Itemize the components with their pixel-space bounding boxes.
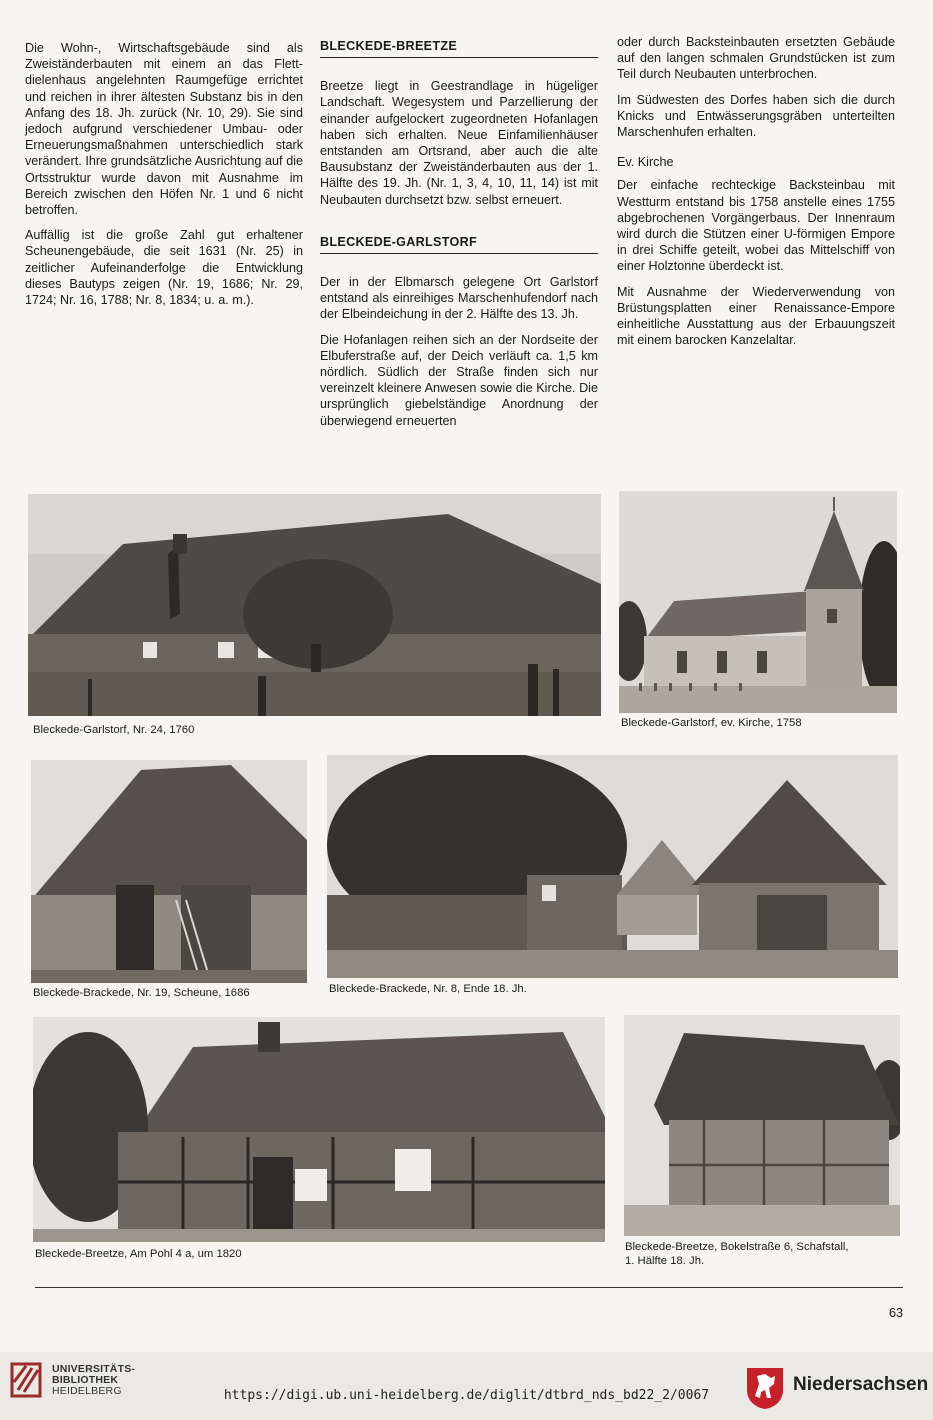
library-name-line: BIBLIOTHEK xyxy=(52,1374,119,1386)
niedersachsen-coat-of-arms-icon xyxy=(745,1366,785,1410)
caption-brackede-8: Bleckede-Brackede, Nr. 8, Ende 18. Jh. xyxy=(329,983,527,995)
paragraph: Die Hofanlagen reihen sich an der Nordseite der Elbuferstraße auf, der Deich verläuft ca. 1,5 km nördlich. Südlich der Straße finden sich nur vereinzelt kleinere Anwesen sowie die Kirche. Die ursprünglich giebelständige Anordnung der überwiegend erneuerten xyxy=(320,332,598,428)
bottom-rule xyxy=(35,1287,903,1288)
paragraph: Mit Ausnahme der Wiederverwendung von Brüstungsplatten einer Renaissance-Empore einheitliche Ausstattung aus der Erbauungszeit mit einem barocken Kanzelaltar. xyxy=(617,284,895,348)
paragraph: Auffällig ist die große Zahl gut erhaltener Scheunengebäude, die seit 1631 (Nr. 25) in zeitlicher Aufeinanderfolge die Entwicklung dieses Bautyps zeigen (Nr. 19, 1686; Nr. 29, 1724; Nr. 16, 1788; Nr. 8, 1834; u. a. m.). xyxy=(25,228,303,308)
caption-garlstorf-church: Bleckede-Garlstorf, ev. Kirche, 1758 xyxy=(621,717,802,729)
paragraph: Im Südwesten des Dorfes haben sich die durch Knicks und Entwässerungsgräben unterteilten Marschenhufen erhalten. xyxy=(617,92,895,140)
niedersachsen-label: Niedersachsen xyxy=(793,1374,929,1395)
caption-garlstorf-24: Bleckede-Garlstorf, Nr. 24, 1760 xyxy=(33,724,195,736)
caption-brackede-19: Bleckede-Brackede, Nr. 19, Scheune, 1686 xyxy=(33,987,250,999)
paragraph: Der in der Elbmarsch gelegene Ort Garlstorf entstand als einreihiges Marschenhufendorf nach der Elbeindeichung in der 2. Hälfte des 13. Jh. xyxy=(320,275,598,322)
text-column-left xyxy=(25,40,303,317)
caption-breetze-pohl: Bleckede-Breetze, Am Pohl 4 a, um 1820 xyxy=(35,1248,242,1260)
photo-breetze-sheepfold xyxy=(624,1015,900,1236)
document-url[interactable]: https://digi.ub.uni-heidelberg.de/diglit/dtbrd_nds_bd22_2/0067 xyxy=(223,1388,710,1403)
paragraph: Der einfache rechteckige Backsteinbau mit Westturm entstand bis 1758 anstelle eines 1755 abgebrochenen Vorgängerbaus. Der Innenraum wird durch die Stützen einer U-förmigen Empore in drei Schiffe geteilt, wobei das Mittelschiff von einer Holztonne überdeckt ist. xyxy=(617,178,895,274)
caption-breetze-bokel xyxy=(625,1241,849,1268)
page-number: 63 xyxy=(888,1306,903,1320)
paragraph: Breetze liegt in Geestrandlage in hügeliger Landschaft. Wegesystem und Parzellierung der einander aufgelockert zugeordneten Hofanlagen haben sich erhalten. Neue Einfamilienhäuser entstanden am Ortsrand, aber auch die alte Bausubstanz der Zweiständerbauten aus der 1. Hälfte des 19. Jh. (Nr. 1, 3, 4, 10, 11, 14) ist mit Neubauten durchsetzt bzw. selbst erneuert. xyxy=(320,79,598,207)
text-column-right xyxy=(617,34,895,357)
library-name-line: HEIDELBERG xyxy=(52,1385,122,1397)
footer-bar xyxy=(0,1352,933,1420)
photo-garlstorf-farmhouse xyxy=(28,494,601,716)
photo-breetze-house xyxy=(33,1017,605,1242)
section-heading-breetze: BLECKEDE-BREETZE xyxy=(320,38,598,58)
section-heading-garlstorf: BLECKEDE-GARLSTORF xyxy=(320,234,598,254)
library-name-line: UNIVERSITÄTS- xyxy=(52,1363,136,1375)
subheading-kirche: Ev. Kirche xyxy=(617,155,674,170)
photo-brackede-farm xyxy=(327,755,898,978)
paragraph: Die Wohn-, Wirtschaftsgebäude sind als Zweiständerbauten mit einem an das Flett-dielenhaus angelehnten Raumgefüge errichtet und reichen in ihrer ältesten Substanz bis in den Anfang des 18. Jh. zurück (Nr. 10, 29). Sie sind jedoch aufgrund verschiedener Umbau- oder Erneuerungsmaßnahmen unterschiedlich stark verändert. Ihre grundsätzliche Ausrichtung auf die Ortsstruktur wurde davon mit Ausnahme im Bereich zwischen den Höfen Nr. 1 und 6 nicht betroffen. xyxy=(25,41,303,218)
photo-garlstorf-church xyxy=(619,491,897,713)
paragraph: oder durch Backsteinbauten ersetzten Gebäude auf den langen schmalen Grundstücken ist zum Teil durch Neubauten unterbrochen. xyxy=(617,35,895,82)
photo-brackede-barn xyxy=(31,760,307,983)
text-column-middle xyxy=(320,38,598,458)
caption-line: Bleckede-Breetze, Bokelstraße 6, Schafstall, xyxy=(625,1241,849,1253)
caption-line: 1. Hälfte 18. Jh. xyxy=(625,1254,705,1267)
